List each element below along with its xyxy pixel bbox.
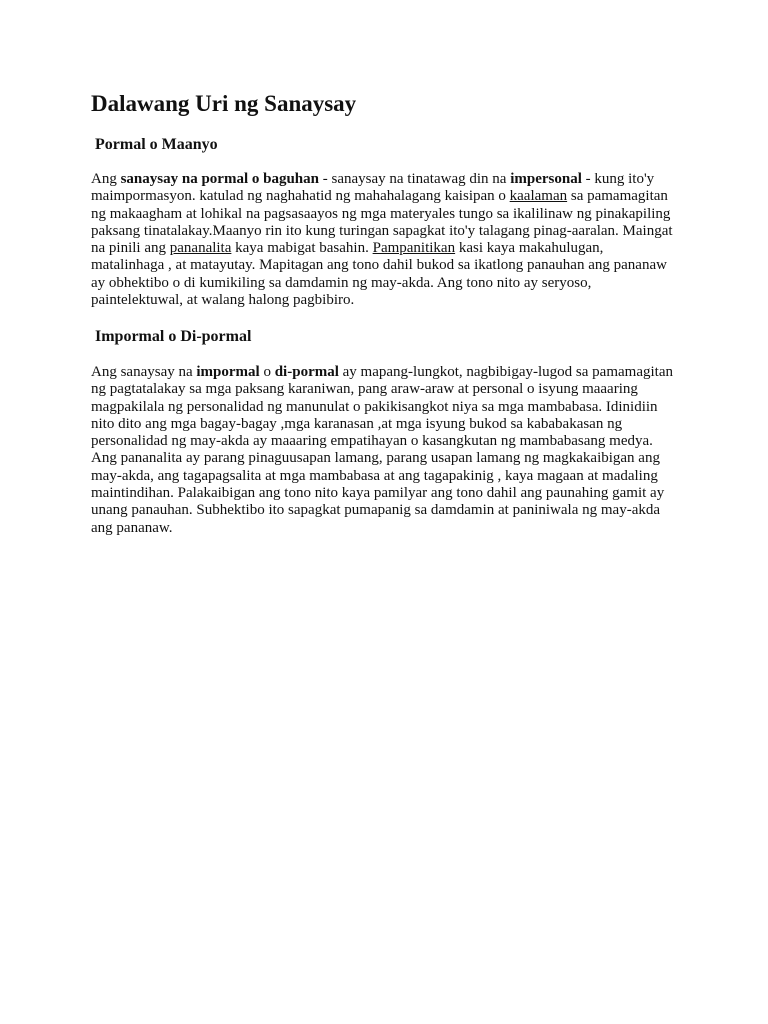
paragraph-line [91,364,691,381]
text-run: Ang [91,171,121,187]
paragraph-line [91,485,691,502]
paragraph-line [91,223,691,240]
underlined-term: kaalaman [509,188,568,205]
paragraph-line [91,433,691,450]
paragraph-line [91,171,691,188]
paragraph-line [91,257,691,274]
bold-term: impormal [196,364,260,380]
text-run: maimpormasyon. katulad ng naghahatid ng mahahalagang kaisipan o [91,188,510,205]
text-run: maintindihan. Palakaibigan ang tono nito kaya pamilyar ang tono dahil ang paunahing gamit ay [91,485,665,502]
paragraph-line [91,292,691,309]
text-run: paintelektuwal, at walang halong pagbibiro. [91,292,355,309]
text-run: ang pananaw. [91,519,173,536]
paragraph-line [91,520,691,537]
paragraph-line [91,502,691,519]
section-heading-impormal: Impormal o Di-pormal [95,328,252,345]
paragraph-line [91,188,691,205]
document-title: Dalawang Uri ng Sanaysay [91,91,357,116]
text-run: kaya mabigat basahin. [231,240,373,257]
text-run: magpakilala ng personalidad ng manunulat o pakikisangkot niya sa mga mambabasa. Idinidiin [91,398,658,415]
text-run: na pinili ang [91,240,170,257]
paragraph-line [91,240,691,257]
underlined-term: Pampanitikan [372,240,456,257]
bold-term: di-pormal [274,364,339,380]
text-run: unang panauhan. Subhektibo ito sapagkat pumapanig sa damdamin at paniniwala ng may-akda [91,502,661,519]
text-run: sa pamamagitan [567,188,668,205]
paragraph-line [91,206,691,223]
text-run: ay obhektibo o di kumikiling sa damdamin ng may-akda. Ang tono nito ay seryoso, [91,274,592,291]
text-run: ng makaagham at lohikal na pagsasaayos ng mga materyales tungo sa ikalilinaw ng pinakapiling [91,205,671,222]
paragraph-line [91,468,691,485]
text-run: nito dito ang mga bagay-bagay ,mga karanasan ,at mga isyung bukod sa kababakasan ng [91,415,623,432]
text-run: ay mapang-lungkot, nagbibigay-lugod sa pamamagitan [338,364,673,380]
text-run: kasi kaya makahulugan, [455,240,604,257]
section-paragraph-impormal [91,364,691,537]
paragraph-line [91,399,691,416]
text-run: ng pagtatalakay sa mga paksang karaniwan, pang araw-araw at personal o isyung maaaring [91,381,638,398]
text-run: may-akda, ang tagapagsalita at mga mambabasa at ang tagapakinig , kaya magaan at madaling [91,467,658,484]
paragraph-line [91,381,691,398]
text-run: - sanaysay na tinatawag din na [319,171,511,187]
bold-term: impersonal [510,171,582,187]
paragraph-line [91,450,691,467]
paragraph-line [91,416,691,433]
text-run: Ang pananalita ay parang pinaguusapan lamang, parang usapan lamang ng magkakaibigan ang [91,450,660,467]
bold-term: sanaysay na pormal o baguhan [120,171,319,187]
text-run: o [259,364,275,380]
text-run: personalidad ng may-akda ay maaaring empatihayan o kasangkutan ng mambabasang medya. [91,433,653,450]
text-run: paksang tinatalakay.Maanyo rin ito kung turingan sapagkat ito'y talagang pinag-aaralan. Maingat [91,222,673,239]
paragraph-line [91,275,691,292]
text-run: Ang sanaysay na [91,364,197,380]
text-run: matalinhaga , at matayutay. Mapitagan ang tono dahil bukod sa ikatlong panauhan ang pananaw [91,257,667,274]
text-run: - kung ito'y [581,171,655,187]
section-paragraph-pormal [91,171,691,309]
section-heading-pormal: Pormal o Maanyo [95,136,218,153]
underlined-term: pananalita [169,240,232,257]
